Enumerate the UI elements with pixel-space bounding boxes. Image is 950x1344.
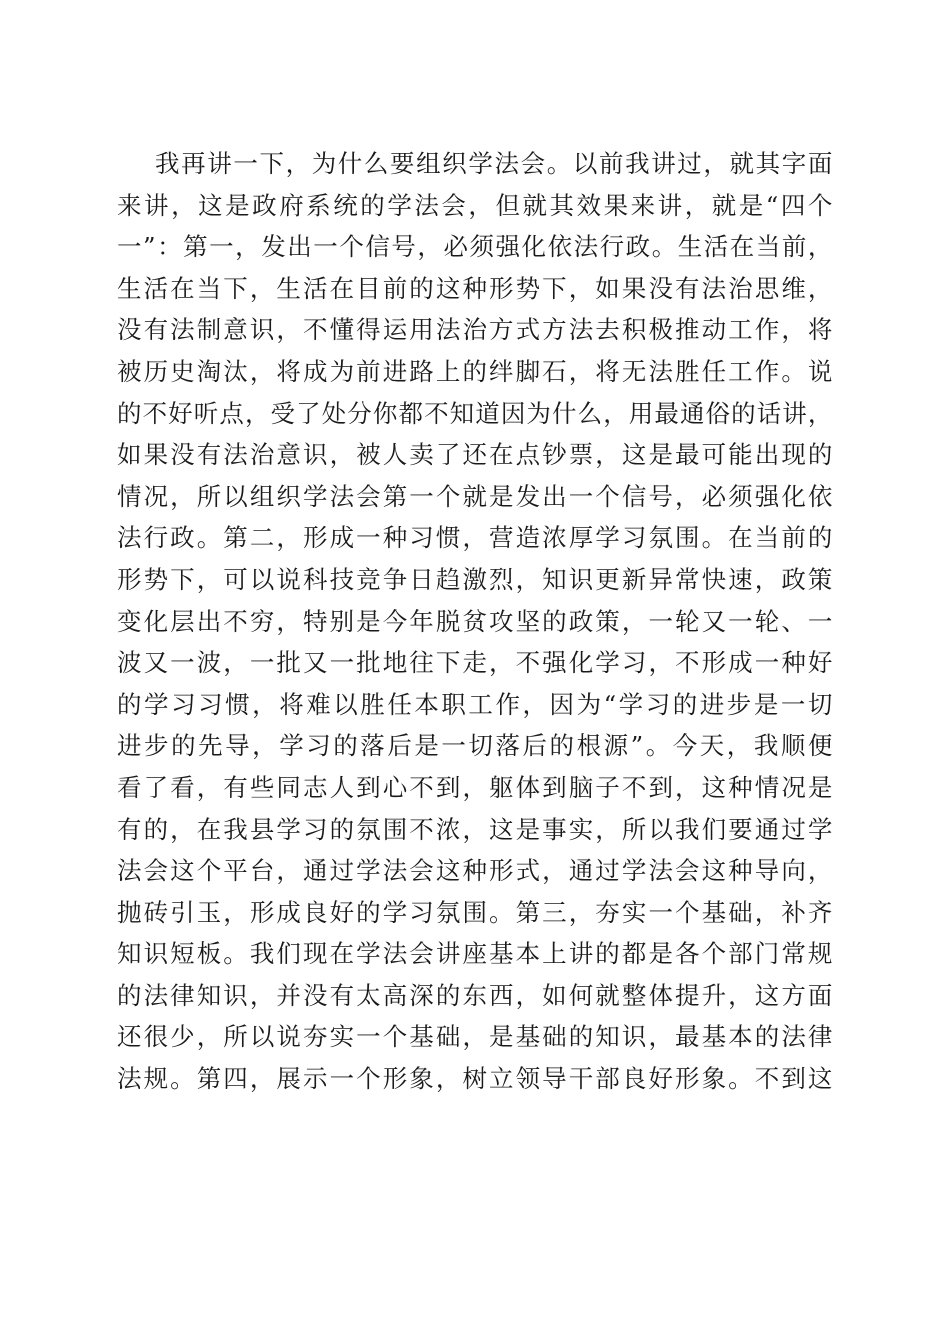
text-line: 如果没有法治意识，被人卖了还在点钞票，这是最可能出现的 (117, 440, 833, 470)
text-line: 来讲，这是政府系统的学法会，但就其效果来讲，就是“四个 (117, 190, 833, 220)
text-line: 形势下，可以说科技竞争日趋激烈，知识更新异常快速，政策 (117, 564, 833, 594)
text-line: 没有法制意识，不懂得运用法治方式方法去积极推动工作，将 (117, 315, 833, 345)
text-line: 波又一波，一批又一批地往下走，不强化学习，不形成一种好 (117, 648, 833, 678)
text-line: 被历史淘汰，将成为前进路上的绊脚石，将无法胜任工作。说 (117, 356, 833, 386)
text-line: 的不好听点，受了处分你都不知道因为什么，用最通俗的话讲， (117, 398, 833, 428)
text-line: 知识短板。我们现在学法会讲座基本上讲的都是各个部门常规 (117, 939, 833, 969)
text-line: 的学习习惯，将难以胜任本职工作，因为“学习的进步是一切 (117, 689, 833, 719)
text-line: 生活在当下，生活在目前的这种形势下，如果没有法治思维， (117, 273, 833, 303)
text-line: 情况，所以组织学法会第一个就是发出一个信号，必须强化依 (117, 481, 833, 511)
text-line: 一”：第一，发出一个信号，必须强化依法行政。生活在当前， (117, 232, 833, 262)
text-line: 的法律知识，并没有太高深的东西，如何就整体提升，这方面 (117, 980, 833, 1010)
text-line: 变化层出不穷，特别是今年脱贫攻坚的政策，一轮又一轮、一 (117, 606, 833, 636)
text-line: 法行政。第二，形成一种习惯，营造浓厚学习氛围。在当前的 (117, 523, 833, 553)
text-line: 看了看，有些同志人到心不到，躯体到脑子不到，这种情况是 (117, 772, 833, 802)
text-line: 进步的先导，学习的落后是一切落后的根源”。今天，我顺便 (117, 731, 833, 761)
body-paragraph (117, 143, 833, 1100)
text-line: 抛砖引玉，形成良好的学习氛围。第三，夯实一个基础，补齐 (117, 897, 833, 927)
text-line: 还很少，所以说夯实一个基础，是基础的知识，最基本的法律 (117, 1022, 833, 1052)
text-line: 法会这个平台，通过学法会这种形式，通过学法会这种导向， (117, 856, 833, 886)
text-line: 我再讲一下，为什么要组织学法会。以前我讲过，就其字面 (155, 149, 833, 178)
text-line: 有的，在我县学习的氛围不浓，这是事实，所以我们要通过学 (117, 814, 833, 844)
text-line: 法规。第四，展示一个形象，树立领导干部良好形象。不到这 (117, 1064, 833, 1094)
